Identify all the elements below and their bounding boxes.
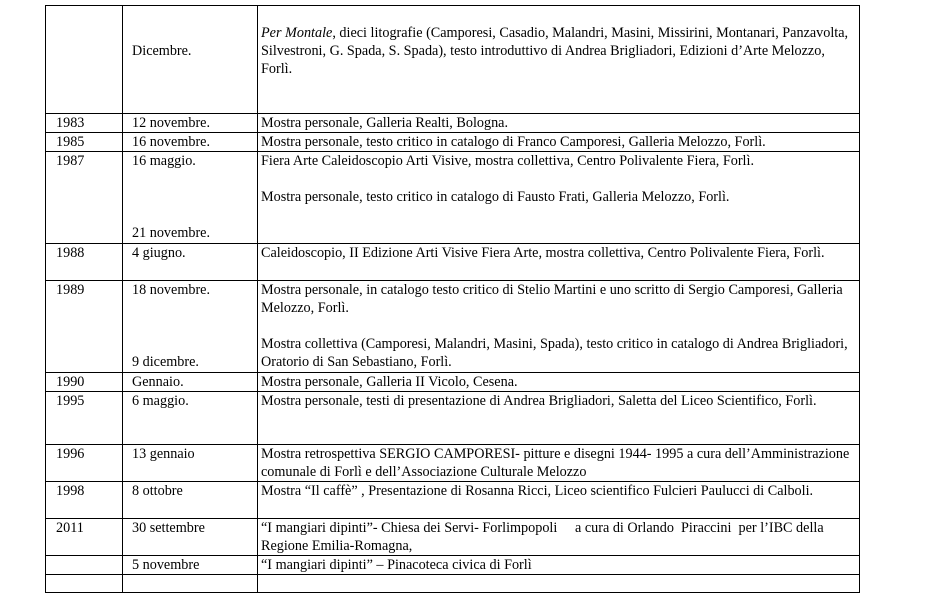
year-cell: 2011 [46,519,123,556]
date-cell [123,152,258,244]
date-cell [123,6,258,114]
description-text: , dieci litografie (Camporesi, Casadio, Malandri, Masini, Missirini, Montanari, Panzavolta, Silvestroni, G. Spada, S. Spada), testo introduttivo di Andrea Brigliadori, Edizioni d’Arte Melozzo, Forlì. [261,25,849,77]
table-row [46,6,860,114]
description-cell: Mostra retrospettiva SERGIO CAMPORESI- pitture e disegni 1944- 1995 a cura dell’Amministrazione comunale di Forlì e dell’Associazione Culturale Melozzo [258,445,860,482]
date-text: 9 dicembre. [132,354,199,370]
year-cell: 1988 [46,244,123,281]
description-cell: Mostra personale, testo critico in catalogo di Franco Camporesi, Galleria Melozzo, Forlì. [258,133,860,152]
year-cell: 1996 [46,445,123,482]
table-row [46,281,860,373]
table-row [46,519,860,556]
table-row [46,575,860,593]
table-row [46,244,860,281]
date-cell [123,575,258,593]
exhibition-chronology-table [45,5,860,593]
table-row [46,482,860,519]
date-cell [123,281,258,373]
table-row [46,445,860,482]
description-cell: “I mangiari dipinti”- Chiesa dei Servi- Forlimpopoli a cura di Orlando Piraccini per l’IBC della Regione Emilia-Romagna, [258,519,860,556]
description-cell: Mostra personale, testi di presentazione di Andrea Brigliadori, Saletta del Liceo Scientifico, Forlì. [258,392,860,445]
year-cell: 1985 [46,133,123,152]
description-cell: “I mangiari dipinti” – Pinacoteca civica di Forlì [258,556,860,575]
date-text: 16 maggio. [132,153,196,169]
description-cell: Mostra “Il caffè” , Presentazione di Rosanna Ricci, Liceo scientifico Fulcieri Paulucci di Calboli. [258,482,860,519]
table-row [46,152,860,244]
description-cell [258,281,860,373]
year-cell [46,556,123,575]
year-cell: 1983 [46,114,123,133]
date-cell: 8 ottobre [123,482,258,519]
year-cell [46,6,123,114]
paragraph-gap [261,317,855,335]
table-row [46,373,860,392]
date-cell: 5 novembre [123,556,258,575]
description-cell: Mostra personale, Galleria II Vicolo, Cesena. [258,373,860,392]
year-cell: 1995 [46,392,123,445]
description-cell [258,6,860,114]
year-cell: 1998 [46,482,123,519]
paragraph-gap [261,170,855,188]
table-row [46,556,860,575]
table-row [46,114,860,133]
year-cell: 1990 [46,373,123,392]
description-text: Fiera Arte Caleidoscopio Arti Visive, mostra collettiva, Centro Polivalente Fiera, Forlì. [261,153,754,169]
date-cell: 16 novembre. [123,133,258,152]
description-cell: Caleidoscopio, II Edizione Arti Visive Fiera Arte, mostra collettiva, Centro Polivalente Fiera, Forlì. [258,244,860,281]
work-title: Per Montale [261,25,333,41]
table-row [46,392,860,445]
description-text: Mostra personale, testo critico in catalogo di Fausto Frati, Galleria Melozzo, Forlì. [261,189,730,205]
description-text: Mostra personale, in catalogo testo critico di Stelio Martini e uno scritto di Sergio Camporesi, Galleria Melozzo, Forlì. [261,282,843,316]
date-cell: 4 giugno. [123,244,258,281]
date-cell: Gennaio. [123,373,258,392]
description-cell [258,575,860,593]
date-cell: 13 gennaio [123,445,258,482]
date-cell: 12 novembre. [123,114,258,133]
table-row [46,133,860,152]
date-cell: 6 maggio. [123,392,258,445]
date-text: Dicembre. [132,43,192,59]
date-text: 18 novembre. [132,282,211,298]
description-cell [258,152,860,244]
description-text: Mostra collettiva (Camporesi, Malandri, Masini, Spada), testo critico in catalogo di Andrea Brigliadori, Oratorio di San Sebastiano, Forlì. [261,336,848,370]
date-cell: 30 settembre [123,519,258,556]
description-cell: Mostra personale, Galleria Realti, Bologna. [258,114,860,133]
year-cell: 1987 [46,152,123,244]
date-text: 21 novembre. [132,225,211,241]
year-cell: 1989 [46,281,123,373]
year-cell [46,575,123,593]
